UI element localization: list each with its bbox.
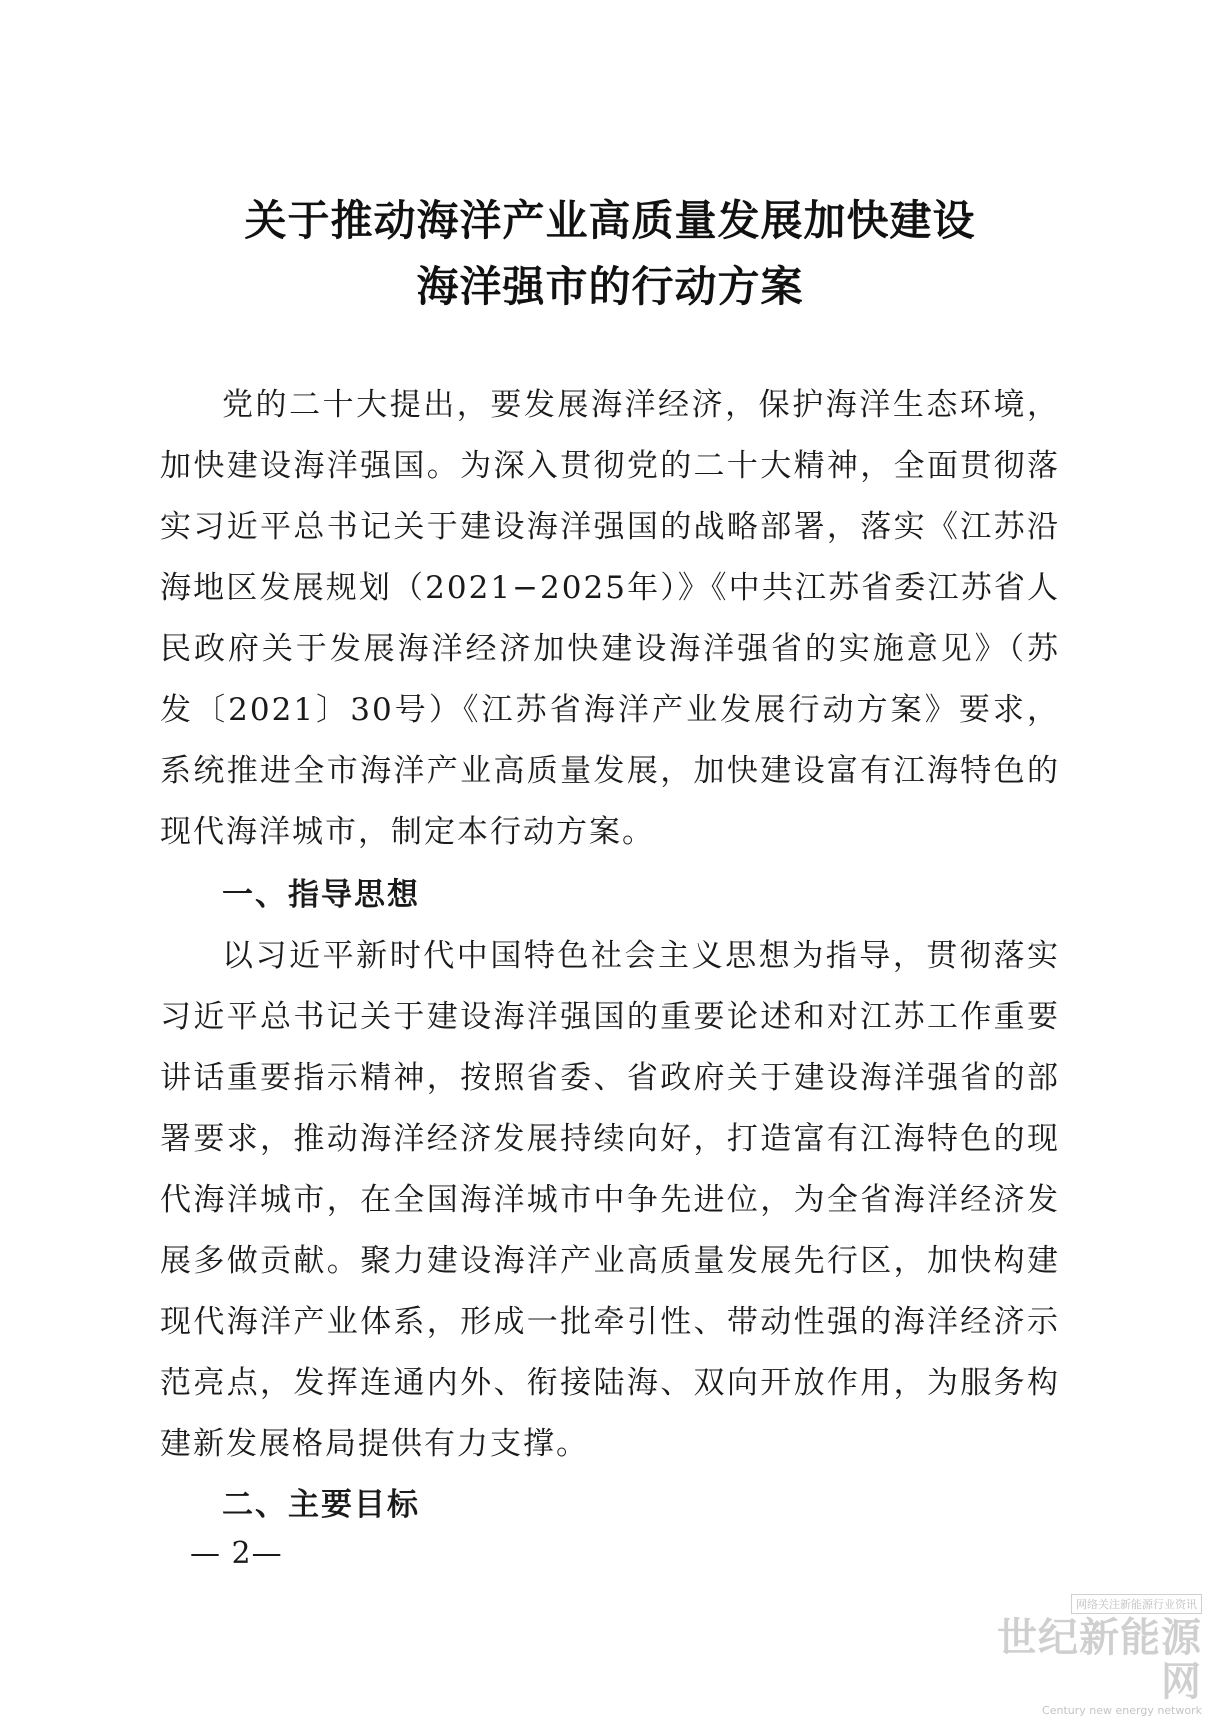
section-2-heading: 二、主要目标 bbox=[222, 1487, 420, 1523]
section-1-heading: 一、指导思想 bbox=[222, 877, 420, 913]
watermark-top-text: 网络关注新能源行业资讯 bbox=[1071, 1594, 1202, 1614]
page-number: — 2— bbox=[190, 1536, 283, 1571]
title-line-2: 海洋强市的行动方案 bbox=[416, 262, 804, 311]
watermark-sub-text: Century new energy network bbox=[1042, 1704, 1202, 1717]
watermark-logo bbox=[962, 1593, 1202, 1717]
document-title bbox=[120, 188, 1100, 320]
title-line-1: 关于推动海洋产业高质量发展加快建设 bbox=[244, 196, 976, 245]
intro-paragraph: 党的二十大提出，要发展海洋经济，保护海洋生态环境，加快建设海洋强国。为深入贯彻党的二十大精神，全面贯彻落实习近平总书记关于建设海洋强国的战略部署，落实《江苏沿海地区发展规划（2021−2025年）》《中共江苏省委江苏省人民政府关于发展海洋经济加快建设海洋强省的实施意见》（苏发〔2021〕30号）《江苏省海洋产业发展行动方案》要求，系统推进全市海洋产业高质量发展，加快建设富有江海特色的现代海洋城市，制定本行动方案。 bbox=[160, 387, 1060, 850]
watermark-main-text: 世纪新能源网 bbox=[997, 1615, 1202, 1705]
section-1-paragraph: 以习近平新时代中国特色社会主义思想为指导，贯彻落实习近平总书记关于建设海洋强国的重要论述和对江苏工作重要讲话重要指示精神，按照省委、省政府关于建设海洋强省的部署要求，推动海洋经济发展持续向好，打造富有江海特色的现代海洋城市，在全国海洋城市中争先进位，为全省海洋经济发展多做贡献。聚力建设海洋产业高质量发展先行区，加快构建现代海洋产业体系，形成一批牵引性、带动性强的海洋经济示范亮点，发挥连通内外、衔接陆海、双向开放作用，为服务构建新发展格局提供有力支撑。 bbox=[160, 938, 1060, 1462]
document-body bbox=[160, 375, 1060, 1536]
